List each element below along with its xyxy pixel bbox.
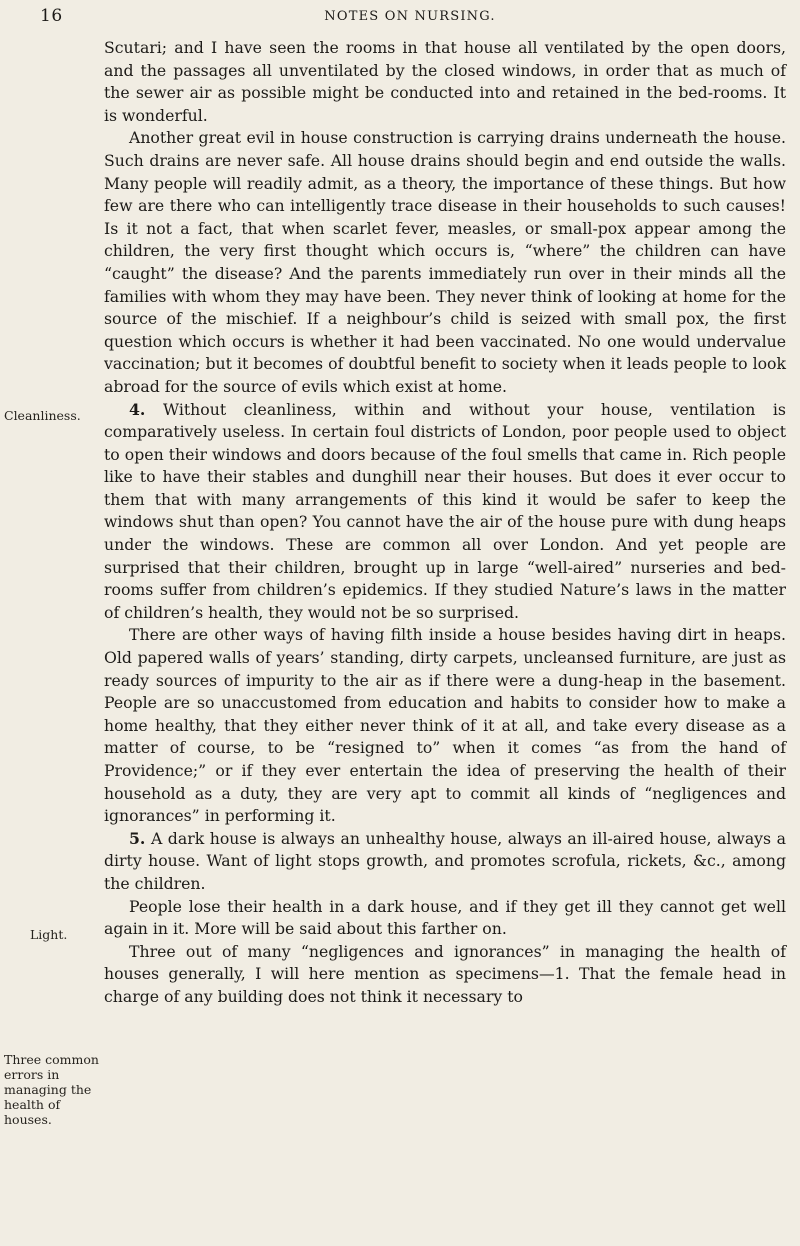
paragraph-number: 4.	[129, 399, 146, 419]
body-text	[104, 37, 786, 1009]
paragraph-number: 5.	[129, 828, 146, 848]
paragraph-text: There are other ways of having filth inside a house besides having dirt in heaps. Old papered walls of years’ standing, dirty carpets, uncleansed furniture, are just as ready sources of impurity to the air as if there were a dung-heap in the basement. People are so unaccustomed from education and habits to consider how to make a home healthy, that they either never think of it at all, and take every disease as a matter of course, to be “resigned to” when it comes “as from the hand of Providence;” or if they ever entertain the idea of preserving the health of their household as a duty, they are very apt to commit all kinds of “negligences and ignorances” in performing it.	[104, 625, 786, 826]
margin-note-light: Light.	[30, 927, 68, 942]
paragraph-three-errors	[104, 941, 786, 1009]
paragraph-text: Another great evil in house construction is carrying drains underneath the house. Such drains are never safe. All house drains should begin and end outside the walls. Many people will readily admit, as a theory, the importance of these things. But how few are there who can intelligently trace disease in their households to such causes! Is it not a fact, that when scarlet fever, measles, or small-pox appear among the children, the very first thought which occurs is, “where” the children can have “caught” the disease? And the parents immediately run over in their minds all the families with whom they may have been. They never think of looking at home for the source of the mischief. If a neighbour’s child is seized with small pox, the first question which occurs is whether it had been vaccinated. No one would undervalue vaccination; but it becomes of doubtful benefit to society when it leads people to look abroad for the source of evils which exist at home.	[104, 128, 786, 396]
paragraph-text: Three out of many “negligences and ignorances” in managing the health of houses generally, I will here mention as specimens—1. That the female head in charge of any building does not think it necessary to	[104, 941, 786, 1006]
paragraph-text: Scutari; and I have seen the rooms in that house all ventilated by the open doors, and the passages all unventilated by the closed windows, in order that as much of the sewer air as possible might be conducted into and retained in the bed-rooms. It is wonderful.	[104, 38, 786, 125]
running-title: NOTES ON NURSING.	[324, 9, 496, 24]
paragraph-cleanliness	[104, 399, 786, 625]
paragraph-text: Without cleanliness, within and without your house, ventilation is comparatively useless. In certain foul districts of London, poor people used to object to open their windows and doors because of the foul smells that came in. Rich people like to have their stables and dunghill near their houses. But does it ever occur to them that with many arrangements of this kind it would be safer to keep the windows shut than open? You cannot have the air of the house pure with dung heaps under the windows. These are common all over London. And yet people are surprised that their children, brought up in large “well-aired” nurseries and bed-rooms suffer from children’s epidemics. If they studied Nature’s laws in the matter of children’s health, they would not be so surprised.	[104, 399, 786, 622]
paragraph-light	[104, 828, 786, 896]
margin-note-cleanliness: Cleanliness.	[4, 408, 81, 423]
running-head	[40, 6, 780, 28]
paragraph-text: People lose their health in a dark house, and if they get ill they cannot get well again in it. More will be said about this farther on.	[104, 896, 786, 939]
paragraph-text: A dark house is always an unhealthy house, always an ill-aired house, always a dirty house. Want of light stops growth, and promotes scrofula, rickets, &c., among the children.	[104, 828, 786, 893]
margin-note-three-common-errors: Three common errors in managing the health of houses.	[4, 1052, 99, 1127]
page-number: 16	[40, 6, 63, 26]
paragraph-dark-house	[104, 896, 786, 941]
paragraph-scutari	[104, 37, 786, 127]
paragraph-drains	[104, 127, 786, 398]
paragraph-filth	[104, 624, 786, 827]
